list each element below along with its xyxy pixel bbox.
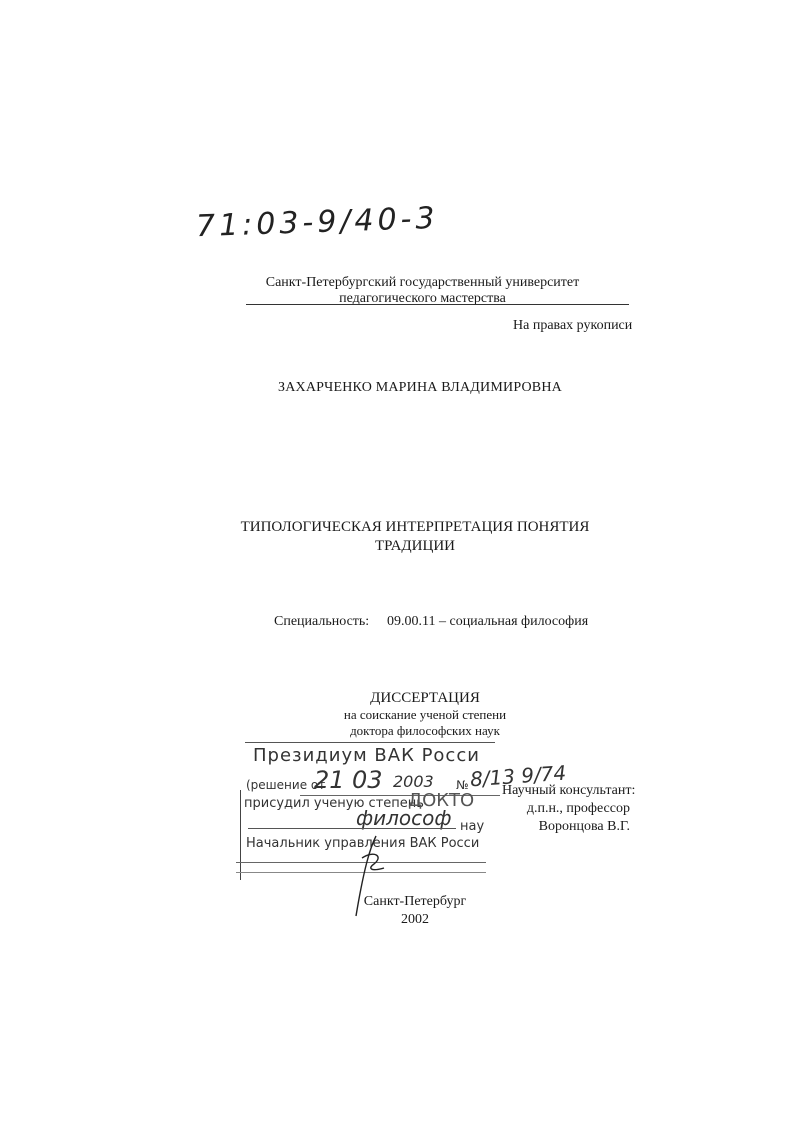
stamp-heading: Президиум ВАК Росси [253,745,480,766]
stamp-date-year: 2003 [393,772,434,791]
university-line-2: педагогического мастерства [339,291,506,306]
stamp-top-rule [245,742,495,743]
archive-code: 71:03-9/40-3 [195,200,440,245]
specialty-value: 09.00.11 – социальная философия [387,614,589,629]
university-underline [246,304,629,305]
stamp-chief: Начальник управления ВАК Росси [246,836,480,851]
stamp-degree: ДОКТО [408,790,475,811]
specialty-label: Специальность: [274,614,370,629]
stamp-field-suffix: нау [460,819,485,834]
consultant-label: Научный консультант: [502,783,636,798]
year: 2002 [401,912,429,927]
consultant-degree: д.п.н., профессор [526,801,630,816]
stamp-field: философ [356,806,452,830]
consultant-block [502,782,636,836]
consultant-name: Воронцова В.Г. [538,819,630,834]
stamp-number-value: 8/13 9/74 [469,760,567,792]
title-line-1: ТИПОЛОГИЧЕСКАЯ ИНТЕРПРЕТАЦИЯ ПОНЯТИЯ [240,519,590,535]
work-type-line-3: доктора философских наук [350,723,500,738]
stamp-decision-prefix: (решение от [246,778,326,792]
university-name [240,275,605,307]
university-line-1: Санкт-Петербургский государственный университет [265,275,580,290]
title-line-2: ТРАДИЦИИ [375,538,455,554]
work-type-line-1: ДИССЕРТАЦИЯ [370,690,480,706]
stamp-date-day: 21 [314,766,345,794]
city: Санкт-Петербург [363,894,467,909]
stamp-number-label: № [456,778,469,792]
place-and-year [350,893,480,929]
stamp-awarded: присудил ученую степень [244,796,424,811]
author-name: ЗАХАРЧЕНКО МАРИНА ВЛАДИМИРОВНА [278,380,562,395]
stamp-left-bracket [240,790,241,880]
manuscript-note: На правах рукописи [513,318,633,333]
work-type [320,690,530,739]
work-type-line-2: на соискание ученой степени [343,707,507,722]
dissertation-title [200,518,630,556]
stamp-date-month: 03 [352,766,383,794]
